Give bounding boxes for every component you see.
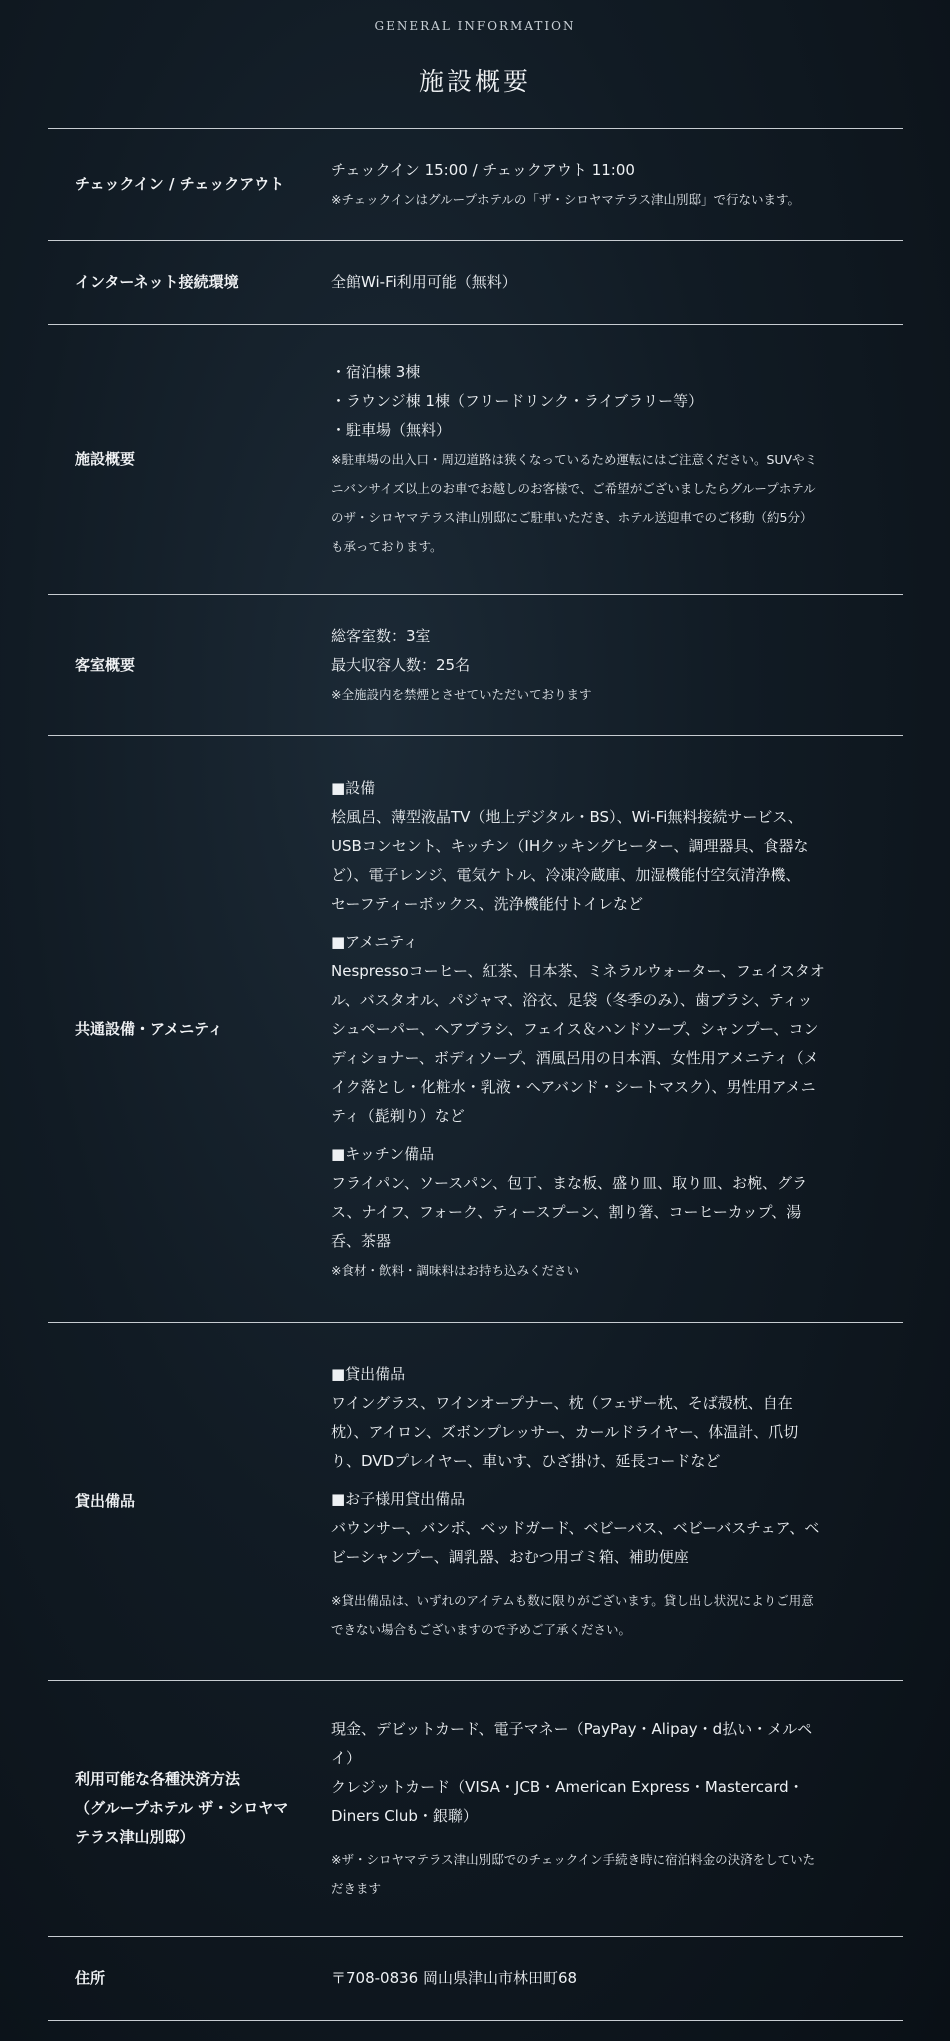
kitchen-line: ス、ナイフ、フォーク、ティースプーン、割り箸、コーヒーカップ、湯: [331, 1202, 802, 1221]
section-eyebrow: GENERAL INFORMATION: [374, 19, 576, 33]
row-value: [331, 1681, 903, 1937]
kids-rental-line: ビーシャンプー、調乳器、おむつ用ゴミ箱、補助便座: [331, 1547, 689, 1566]
row-label: インターネット接続環境: [75, 273, 239, 291]
row-label: 住所: [75, 1969, 106, 1987]
parking-note-line: のザ・シロヤマテラス津山別邸にご駐車いただき、ホテル送迎車でのご移動（約5分）: [331, 510, 813, 525]
row-payment: [48, 1681, 903, 1937]
payment-label-line: テラス津山別邸）: [75, 1828, 195, 1846]
parking-note-line: ニバンサイズ以上のお車でお越しのお客様で、ご希望がございましたらグループホテル: [331, 481, 816, 496]
parking-note-line: ※駐車場の出入口・周辺道路は狭くなっているため運転にはご注意ください。SUVやミ: [331, 452, 818, 467]
payment-note-line: ※ザ・シロヤマテラス津山別邸でのチェックイン手続き時に宿泊料金の決済をしていた: [331, 1851, 816, 1867]
equipment-line: ど）、電子レンジ、電気ケトル、冷凍冷蔵庫、加湿機能付空気清浄機、: [331, 865, 801, 884]
amenity-line: シュペーパー、ヘアブラシ、フェイス＆ハンドソープ、シャンプー、コン: [331, 1019, 819, 1038]
rental-heading: ■貸出備品: [331, 1364, 406, 1383]
row-label: 施設概要: [75, 450, 136, 468]
rental-line: 枕）、アイロン、ズボンプレッサー、カールドライヤー、体温計、爪切: [331, 1422, 799, 1441]
row-address: [48, 1937, 903, 2021]
row-value: [331, 325, 903, 595]
row-label: [48, 1681, 331, 1937]
payment-line: クレジットカード（VISA・JCB・American Express・Mastercard・: [331, 1777, 804, 1796]
payment-line: Diners Club・銀聯）: [331, 1806, 478, 1825]
payment-line: イ）: [331, 1748, 362, 1767]
row-facility: [48, 325, 903, 595]
row-label: 貸出備品: [75, 1492, 136, 1510]
rental-line: り、DVDプレイヤー、車いす、ひざ掛け、延長コードなど: [331, 1451, 721, 1470]
facility-item: ・宿泊棟 3棟: [331, 363, 421, 381]
checkin-note: ※チェックインはグループホテルの「ザ・シロヤマテラス津山別邸」で行ないます。: [331, 191, 800, 207]
no-smoking-note: ※全施設内を禁煙とさせていただいております: [331, 686, 592, 702]
room-count: 総客室数：3室: [331, 626, 431, 645]
payment-note-line: だきます: [331, 1880, 382, 1896]
amenity-line: ティ（髭剃り）など: [331, 1106, 465, 1125]
kitchen-heading: ■キッチン備品: [331, 1144, 435, 1163]
payment-label-line: 利用可能な各種決済方法: [75, 1770, 241, 1788]
equipment-line: セーフティーボックス、洗浄機能付トイレなど: [331, 894, 644, 913]
kitchen-note: ※食材・飲料・調味料はお持ち込みください: [331, 1262, 579, 1278]
rental-note-line: ※貸出備品は、いずれのアイテムも数に限りがございます。貸し出し状況によりご用意: [331, 1592, 814, 1608]
row-label: 客室概要: [75, 655, 136, 674]
amenity-line: Nespressoコーヒー、紅茶、日本茶、ミネラルウォーター、フェイスタオ: [331, 961, 825, 980]
rental-note-line: できない場合もございますので予めご了承ください。: [331, 1621, 632, 1637]
facility-item: ・駐車場（無料）: [331, 421, 452, 439]
row-value: 全館Wi-Fi利用可能（無料）: [331, 273, 517, 291]
payment-line: 現金、デビットカード、電子マネー（PayPay・Alipay・d払い・メルペ: [331, 1719, 813, 1738]
spacer: [331, 1476, 873, 1485]
row-checkin: [48, 129, 903, 241]
row-label: 共通設備・アメニティ: [75, 1019, 223, 1038]
parking-note-line: も承っております。: [331, 539, 443, 554]
row-value: [331, 736, 903, 1323]
kitchen-line: フライパン、ソースパン、包丁、まな板、盛り皿、取り皿、お椀、グラ: [331, 1173, 808, 1192]
amenity-line: イク落とし・化粧水・乳液・ヘアバンド・シートマスク）、男性用アメニ: [331, 1077, 816, 1096]
kids-rental-line: バウンサー、バンボ、ベッドガード、ベビーバス、ベビーバスチェア、ベ: [331, 1518, 820, 1537]
facility-item: ・ラウンジ棟 1棟（フリードリンク・ライブラリー等）: [331, 392, 704, 410]
equipment-heading: ■設備: [331, 778, 376, 797]
kids-rental-heading: ■お子様用貸出備品: [331, 1489, 466, 1508]
row-value: [331, 1323, 903, 1681]
max-capacity: 最大収容人数：25名: [331, 655, 471, 674]
row-internet: [48, 241, 903, 325]
row-rental: [48, 1323, 903, 1681]
row-value: [331, 595, 903, 736]
amenity-heading: ■アメニティ: [331, 932, 419, 951]
page-title: 施設概要: [418, 67, 531, 96]
amenity-line: ル、バスタオル、パジャマ、浴衣、足袋（冬季のみ）、歯ブラシ、ティッ: [331, 990, 813, 1009]
row-amenities: [48, 736, 903, 1323]
payment-label-line: （グループホテル ザ・シロヤマ: [75, 1799, 289, 1817]
kitchen-line: 呑、茶器: [331, 1231, 392, 1250]
spacer: [331, 1572, 873, 1586]
row-value: [331, 129, 903, 241]
checkin-times: チェックイン 15:00 / チェックアウト 11:00: [331, 160, 635, 179]
equipment-line: 桧風呂、薄型液晶TV（地上デジタル・BS）、Wi-Fi無料接続サービス、: [331, 807, 803, 826]
facility-info-table: [48, 128, 903, 2021]
spacer: [331, 919, 873, 928]
equipment-line: USBコンセント、キッチン（IHクッキングヒーター、調理器具、食器な: [331, 836, 809, 855]
spacer: [331, 1831, 873, 1845]
rental-line: ワイングラス、ワインオープナー、枕（フェザー枕、そば殻枕、自在: [331, 1393, 793, 1412]
amenity-line: ディショナー、ボディソープ、酒風呂用の日本酒、女性用アメニティ（メ: [331, 1048, 819, 1067]
row-label: チェックイン / チェックアウト: [75, 175, 285, 193]
row-rooms: [48, 595, 903, 736]
spacer: [331, 1131, 873, 1140]
address-value: 〒708-0836 岡山県津山市林田町68: [331, 1969, 578, 1987]
